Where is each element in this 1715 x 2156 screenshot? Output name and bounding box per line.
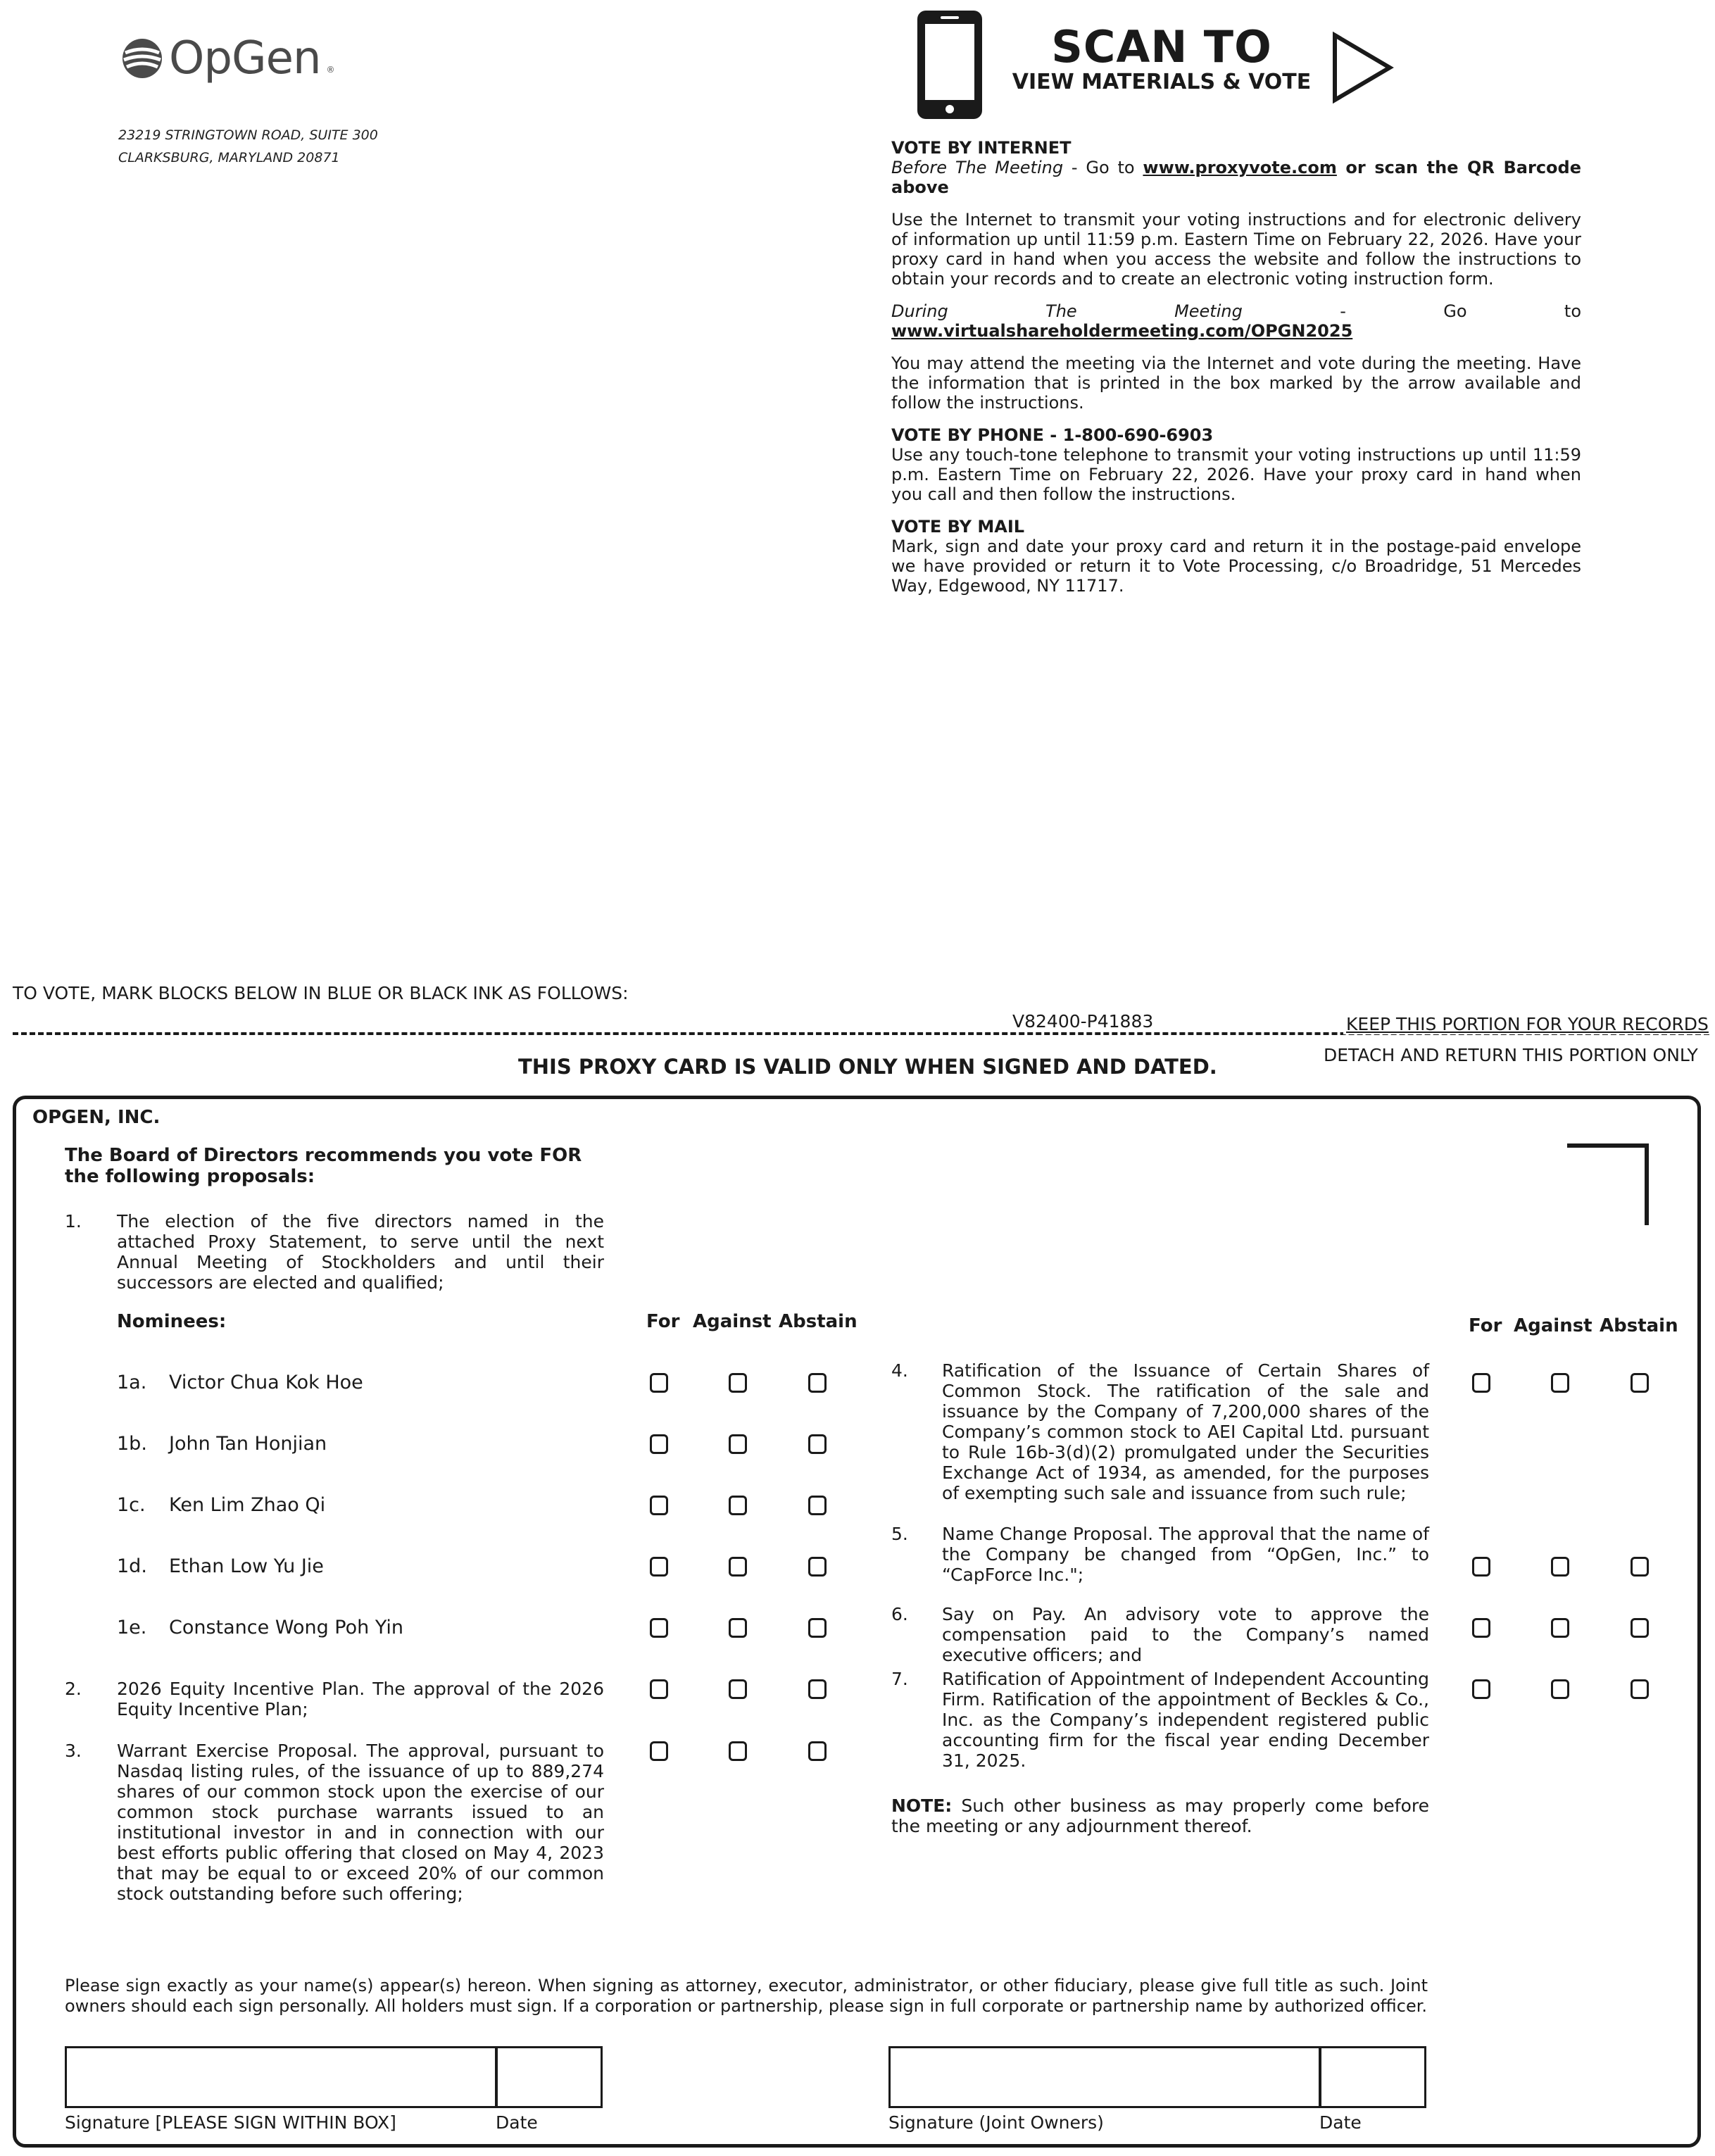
joint-date-label: Date [1319,2112,1362,2133]
p6-text: Say on Pay. An advisory vote to approve the compensation paid to the Company’s named executive officers; and [942,1604,1429,1665]
nominee-id: 1a. [117,1372,147,1393]
checkbox-1b-against[interactable] [729,1434,747,1454]
checkbox-1a-against[interactable] [729,1373,747,1393]
checkbox-4-against[interactable] [1551,1373,1569,1393]
checkbox-1e-abstain[interactable] [808,1618,827,1638]
nominee-name: Ken Lim Zhao Qi [169,1494,326,1516]
nominee-name: John Tan Honjian [169,1433,327,1455]
internet-heading: VOTE BY INTERNET [891,138,1072,158]
mail-heading: VOTE BY MAIL [891,517,1025,537]
proxyvote-link[interactable]: www.proxyvote.com [1143,158,1337,177]
note-label: NOTE: [891,1795,953,1816]
checkbox-7-for[interactable] [1472,1679,1490,1699]
checkbox-3-abstain[interactable] [808,1741,827,1761]
checkbox-4-for[interactable] [1472,1373,1490,1393]
scan-to-vote-heading [1007,21,1317,94]
p7-text: Ratification of Appointment of Independent Accounting Firm. Ratification of the appointment of Beckles & Co., Inc. as the Company’s independent registered public accounting firm for the fiscal year ending December 31, 2025. [942,1669,1429,1771]
checkbox-6-for[interactable] [1472,1618,1490,1638]
checkbox-1d-against[interactable] [729,1557,747,1577]
checkbox-2-for[interactable] [650,1679,668,1699]
nominees-label: Nominees: [117,1311,227,1332]
signature-box[interactable] [65,2046,497,2108]
scan-title: SCAN TO [1051,21,1272,73]
checkbox-2-against[interactable] [729,1679,747,1699]
checkbox-1c-against[interactable] [729,1496,747,1515]
p1-text: The election of the five directors named in the attached Proxy Statement, to serve until the next Annual Meeting of Stockholders and until their successors are elected and qualified; [117,1211,604,1293]
internet-text: Use the Internet to transmit your voting instructions and for electronic delivery of information up until 11:59 p.m. Eastern Time on February 22, 2026. Have your proxy card in hand when you access the website and follow the instructions to obtain your records and to create an electronic voting instruction form. [891,210,1581,289]
valid-notice: THIS PROXY CARD IS VALID ONLY WHEN SIGNED AND DATED. [518,1055,1217,1079]
corner-mark [1567,1143,1649,1225]
checkbox-3-for[interactable] [650,1741,668,1761]
p3-text: Warrant Exercise Proposal. The approval, pursuant to Nasdaq listing rules, of the issuance of up to 889,274 shares of our common stock upon the exercise of our common stock purchase warrants issued to an institutional investor in and in connection with our best efforts public offering that closed on May 4, 2023 that may be equal to or exceed 20% of our common stock outstanding before such offering; [117,1741,604,1904]
before-label: Before The Meeting [891,158,1064,177]
checkbox-1d-abstain[interactable] [808,1557,827,1577]
note [891,1795,1429,1836]
p5-text: Name Change Proposal. The approval that the name of the Company be changed from “OpGen, Inc.” to “CapForce Inc."; [942,1524,1429,1585]
before-tail: or scan the QR Barcode above [891,158,1581,197]
checkbox-1a-for[interactable] [650,1373,668,1393]
nominee-name: Constance Wong Poh Yin [169,1617,403,1638]
p2-number: 2. [65,1679,82,1699]
nominee-id: 1d. [117,1555,147,1577]
p1-number: 1. [65,1211,82,1231]
p4-text: Ratification of the Issuance of Certain Shares of Common Stock. The ratification of the sale and issuance by the Company of 7,200,000 shares of the Company’s common stock to AEI Capital Ltd. pursuant to Rule 16b-3(d)(2) promulgated under the Securities Exchange Act of 1934, as amended, for the purposes of exempting such sale and issuance from such rule; [942,1360,1429,1503]
nominee-name: Ethan Low Yu Jie [169,1555,324,1577]
checkbox-6-against[interactable] [1551,1618,1569,1638]
nominee-id: 1e. [117,1617,147,1638]
checkbox-5-for[interactable] [1472,1557,1490,1577]
p3-number: 3. [65,1741,82,1761]
checkbox-1a-abstain[interactable] [808,1373,827,1393]
p4-number: 4. [891,1360,908,1381]
joint-date-box[interactable] [1319,2046,1426,2108]
left-col-for: For [646,1311,680,1332]
during-label: During The Meeting [891,301,1243,321]
company-address [118,124,378,169]
checkbox-6-abstain[interactable] [1631,1618,1649,1638]
scan-subtitle: VIEW MATERIALS & VOTE [1012,70,1312,94]
virtual-meeting-link[interactable]: www.virtualshareholdermeeting.com/OPGN2025 [891,321,1353,341]
note-text: Such other business as may properly come before the meeting or any adjournment thereof. [891,1795,1429,1836]
p2-text: 2026 Equity Incentive Plan. The approval of the 2026 Equity Incentive Plan; [117,1679,604,1719]
logo-text: OpGen [169,32,321,84]
checkbox-2-abstain[interactable] [808,1679,827,1699]
right-col-against: Against [1514,1315,1592,1336]
checkbox-1c-for[interactable] [650,1496,668,1515]
nominee-id: 1c. [117,1494,146,1516]
checkbox-1e-against[interactable] [729,1618,747,1638]
signing-instructions: Please sign exactly as your name(s) appear(s) hereon. When signing as attorney, executor, administrator, or other fiduciary, please give full title as such. Joint owners should each sign personally. All holders must sign. If a corporation or partnership, please sign in full corporate or partnership name by authorized officer. [65,1976,1428,2016]
nominee-id: 1b. [117,1433,147,1455]
signature-label: Signature [PLEASE SIGN WITHIN BOX] [65,2112,396,2133]
board-recommendation: The Board of Directors recommends you vote FOR the following proposals: [65,1145,582,1187]
nominee-name: Victor Chua Kok Hoe [169,1372,363,1393]
before-goto: - Go to [1063,158,1143,177]
mark-instructions: TO VOTE, MARK BLOCKS BELOW IN BLUE OR BLACK INK AS FOLLOWS: [13,983,629,1003]
during-meeting-line [891,301,1581,341]
during-text: You may attend the meeting via the Internet and vote during the meeting. Have the information that is printed in the box marked by the arrow available and follow the instructions. [891,353,1581,413]
p7-number: 7. [891,1669,908,1689]
address-line-2: CLARKSBURG, MARYLAND 20871 [118,150,340,165]
checkbox-7-against[interactable] [1551,1679,1569,1699]
mail-text: Mark, sign and date your proxy card and return it in the postage-paid envelope we have provided or return it to Vote Processing, c/o Broadridge, 51 Mercedes Way, Edgewood, NY 11717. [891,537,1581,596]
checkbox-1d-for[interactable] [650,1557,668,1577]
registered-mark: ® [326,65,335,75]
date-label: Date [496,2112,538,2133]
checkbox-7-abstain[interactable] [1631,1679,1649,1699]
joint-signature-box[interactable] [888,2046,1321,2108]
opgen-logo-icon [121,37,163,80]
before-meeting-line [891,158,1581,197]
company-name: OPGEN, INC. [32,1107,161,1128]
voting-instructions [891,138,1581,608]
phone-text: Use any touch-tone telephone to transmit your voting instructions up until 11:59 p.m. Eastern Time on February 22, 2026. Have your proxy card in hand when you call and then follow the instructions. [891,445,1581,504]
checkbox-5-abstain[interactable] [1631,1557,1649,1577]
joint-signature-label: Signature (Joint Owners) [888,2112,1104,2133]
play-arrow-icon [1331,31,1394,104]
checkbox-5-against[interactable] [1551,1557,1569,1577]
phone-heading: VOTE BY PHONE - 1-800-690-6903 [891,425,1214,445]
during-goto: - Go to [1242,301,1581,321]
right-col-abstain: Abstain [1600,1315,1678,1336]
keep-portion-label: KEEP THIS PORTION FOR YOUR RECORDS [1343,1014,1711,1034]
left-col-against: Against [693,1311,772,1332]
checkbox-3-against[interactable] [729,1741,747,1761]
smartphone-icon [915,8,984,121]
date-box[interactable] [496,2046,603,2108]
opgen-logo [121,32,335,84]
checkbox-4-abstain[interactable] [1631,1373,1649,1393]
left-col-abstain: Abstain [779,1311,857,1332]
p5-number: 5. [891,1524,908,1544]
checkbox-1b-abstain[interactable] [808,1434,827,1454]
control-code: V82400-P41883 [1008,1011,1157,1032]
checkbox-1b-for[interactable] [650,1434,668,1454]
right-col-for: For [1469,1315,1502,1336]
checkbox-1c-abstain[interactable] [808,1496,827,1515]
checkbox-1e-for[interactable] [650,1618,668,1638]
p6-number: 6. [891,1604,908,1624]
address-line-1: 23219 STRINGTOWN ROAD, SUITE 300 [118,127,378,143]
detach-portion-label: DETACH AND RETURN THIS PORTION ONLY [1324,1045,1698,1065]
